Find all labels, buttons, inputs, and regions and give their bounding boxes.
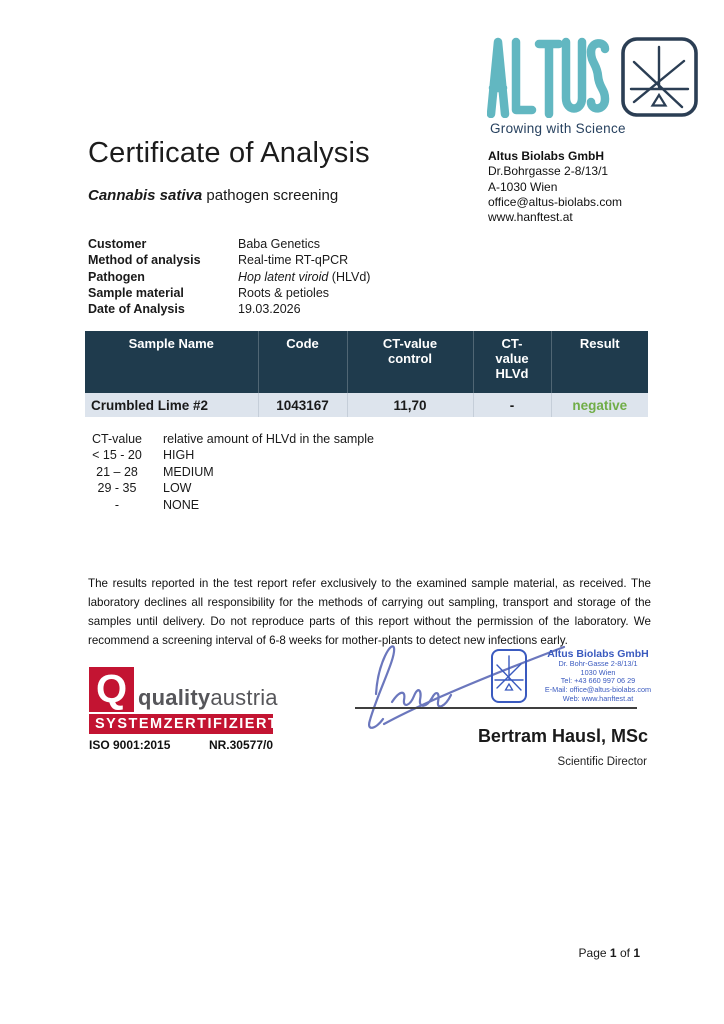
col-header-result: Result <box>551 331 648 393</box>
stamp-web: Web: www.hanftest.at <box>562 693 634 703</box>
info-value: Real-time RT-qPCR <box>238 253 349 268</box>
stamp-phone: Tel: +43 660 997 06 29 <box>560 676 636 686</box>
page-title: Certificate of Analysis <box>88 137 370 169</box>
legend-meaning: HIGH <box>163 448 195 463</box>
legend-meaning: MEDIUM <box>163 464 214 479</box>
cell-ct-control: 11,70 <box>347 393 473 417</box>
altus-wordmark-logo <box>487 36 611 118</box>
stamp-text <box>533 648 663 704</box>
table-row <box>85 393 648 417</box>
company-email: office@altus-biolabs.com <box>488 194 623 209</box>
logo-tagline: Growing with Science <box>490 121 626 136</box>
info-label: Customer <box>88 237 147 251</box>
info-label: Sample material <box>88 285 184 300</box>
quality-austria-block <box>89 667 289 752</box>
legend-meaning: LOW <box>163 481 192 496</box>
altus-plant-icon <box>619 36 701 118</box>
quality-austria-q-logo: Q <box>89 667 134 712</box>
pathogen-abbr: (HLVd) <box>328 269 371 284</box>
legend-row-low <box>88 480 374 496</box>
page-number: Page 1 of 1 <box>578 946 640 960</box>
legend-row-medium <box>88 464 374 480</box>
signatory-role: Scientific Director <box>557 756 647 768</box>
info-row-customer <box>88 236 370 252</box>
legend-row-none <box>88 497 374 513</box>
legend-meaning: NONE <box>163 497 200 512</box>
ct-value-legend <box>88 431 374 513</box>
certificate-number: NR.30577/0 <box>208 738 273 752</box>
stamp-company-name: Altus Biolabs GmbH <box>547 648 649 660</box>
legend-range: < 15 - 20 <box>92 448 142 463</box>
info-label: Method of analysis <box>88 253 201 268</box>
results-table <box>85 331 648 417</box>
cell-code: 1043167 <box>258 393 347 417</box>
signature-line <box>355 707 637 709</box>
page-subtitle <box>88 187 338 204</box>
iso-standard: ISO 9001:2015 <box>89 738 171 752</box>
stamp-plant-icon <box>490 648 528 704</box>
info-row-pathogen <box>88 269 370 285</box>
col-header-ct-hlvd: CT-value HLVd <box>473 331 551 393</box>
company-name: Altus Biolabs GmbH <box>488 149 605 163</box>
quality-austria-brand: qualityaustria <box>138 685 278 710</box>
cell-sample-name: Crumbled Lime #2 <box>85 393 258 417</box>
company-website: www.hanftest.at <box>488 210 573 225</box>
stamp-address: Dr. Bohr-Gasse 2-8/13/1 <box>558 659 638 668</box>
legend-meaning: relative amount of HLVd in the sample <box>163 432 374 446</box>
pathogen-name: Hop latent viroid <box>238 269 329 284</box>
legend-row-high <box>88 447 374 463</box>
info-value <box>238 269 370 285</box>
col-header-code: Code <box>258 331 347 393</box>
legend-range: 21 – 28 <box>96 464 138 479</box>
system-certified-banner: SYSTEMZERTIFIZIERT <box>89 714 273 734</box>
stamp-email: E-Mail: office@altus-biolabs.com <box>544 685 652 695</box>
info-value: Baba Genetics <box>238 237 320 251</box>
results-header-row <box>85 331 648 393</box>
info-row-method <box>88 252 370 268</box>
analysis-info-block <box>88 236 370 317</box>
cell-result: negative <box>551 393 648 417</box>
stamp-city: 1030 Wien <box>580 667 616 677</box>
subtitle-rest: pathogen screening <box>202 187 339 204</box>
info-value: Roots & petioles <box>238 285 330 300</box>
info-label: Pathogen <box>88 269 145 284</box>
info-label: Date of Analysis <box>88 302 185 317</box>
company-address-block <box>488 149 622 225</box>
company-city: A-1030 Wien <box>488 179 558 194</box>
info-row-date <box>88 301 370 317</box>
subtitle-species: Cannabis sativa <box>88 187 203 204</box>
col-header-ct-control: CT-value control <box>347 331 473 393</box>
legend-range: - <box>114 497 120 512</box>
legend-range: 29 - 35 <box>97 481 137 496</box>
legend-header-row <box>88 431 374 447</box>
cell-ct-hlvd: - <box>473 393 551 417</box>
disclaimer-text: The results reported in the test report refer exclusively to the examined sample material, as received. The laboratory declines all responsibility for the methods of carrying out sampling, transport and storage of the samples until delivery. Do not reproduce parts of this report without the permission of the laboratory. We recommend a screening interval of 6-8 weeks for mother-plants to detect new infections early. <box>88 576 651 647</box>
signatory-name: Bertram Hausl, MSc <box>477 726 648 746</box>
company-stamp <box>490 648 663 704</box>
legend-range: CT-value <box>91 432 143 446</box>
info-row-material <box>88 285 370 301</box>
col-header-sample-name: Sample Name <box>85 331 258 393</box>
company-street: Dr.Bohrgasse 2-8/13/1 <box>488 164 609 179</box>
info-value: 19.03.2026 <box>238 302 301 317</box>
